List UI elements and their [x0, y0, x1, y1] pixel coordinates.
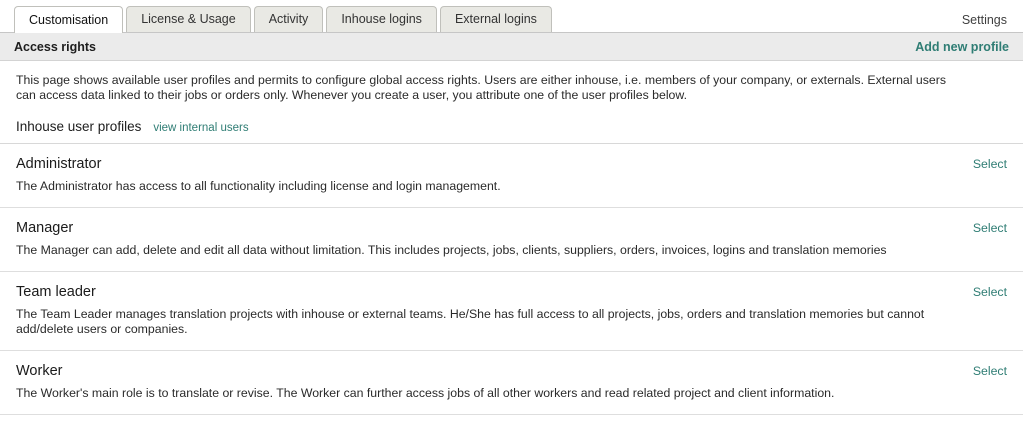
select-profile-button[interactable]: Select: [972, 364, 1007, 378]
tab-customisation[interactable]: Customisation: [14, 6, 123, 33]
profile-name: Manager: [16, 220, 74, 236]
inhouse-user-profiles-bar: [0, 113, 1023, 144]
profile-description: The Administrator has access to all functionality including license and login management.: [16, 179, 501, 193]
profile-description: The Worker's main role is to translate or revise. The Worker can further access jobs of all other workers and read related project and client information.: [16, 386, 835, 400]
tab-external-logins[interactable]: External logins: [440, 6, 552, 32]
page-title: Access rights: [14, 39, 96, 54]
tab-inhouse-logins[interactable]: Inhouse logins: [326, 6, 437, 32]
profile-row-worker: [0, 351, 1023, 415]
add-new-profile-button[interactable]: Add new profile: [915, 39, 1009, 54]
profile-name: Worker: [16, 363, 63, 379]
access-rights-header: [0, 33, 1023, 61]
profile-row-manager: [0, 208, 1023, 272]
select-profile-button[interactable]: Select: [972, 221, 1007, 235]
profile-description: The Manager can add, delete and edit all data without limitation. This includes projects, jobs, clients, suppliers, orders, invoices, logins and translation memories: [16, 243, 887, 257]
profile-name: Team leader: [16, 284, 96, 300]
tab-license-usage[interactable]: License & Usage: [126, 6, 251, 32]
profile-description: The Team Leader manages translation projects with inhouse or external teams. He/She has full access to all projects, jobs, orders and translation memories but cannot add/delete users or companies.: [16, 307, 925, 336]
settings-link[interactable]: Settings: [961, 13, 1007, 27]
tab-activity[interactable]: Activity: [254, 6, 324, 32]
view-internal-users-link[interactable]: view internal users: [153, 122, 249, 134]
inhouse-profiles-title: Inhouse user profiles: [16, 119, 142, 134]
select-profile-button[interactable]: Select: [972, 157, 1007, 171]
profile-row-team-leader: [0, 272, 1023, 351]
tab-bar: [0, 0, 1023, 33]
select-profile-button[interactable]: Select: [972, 285, 1007, 299]
profile-row-administrator: [0, 144, 1023, 208]
intro-text: This page shows available user profiles and permits to configure global access rights. Users are either inhouse, i.e. members of your company, or externals. External users can access data linked to their jobs or orders only. Whenever you create a user, you attribute one of the user profiles below.: [16, 73, 946, 102]
profile-name: Administrator: [16, 156, 102, 172]
